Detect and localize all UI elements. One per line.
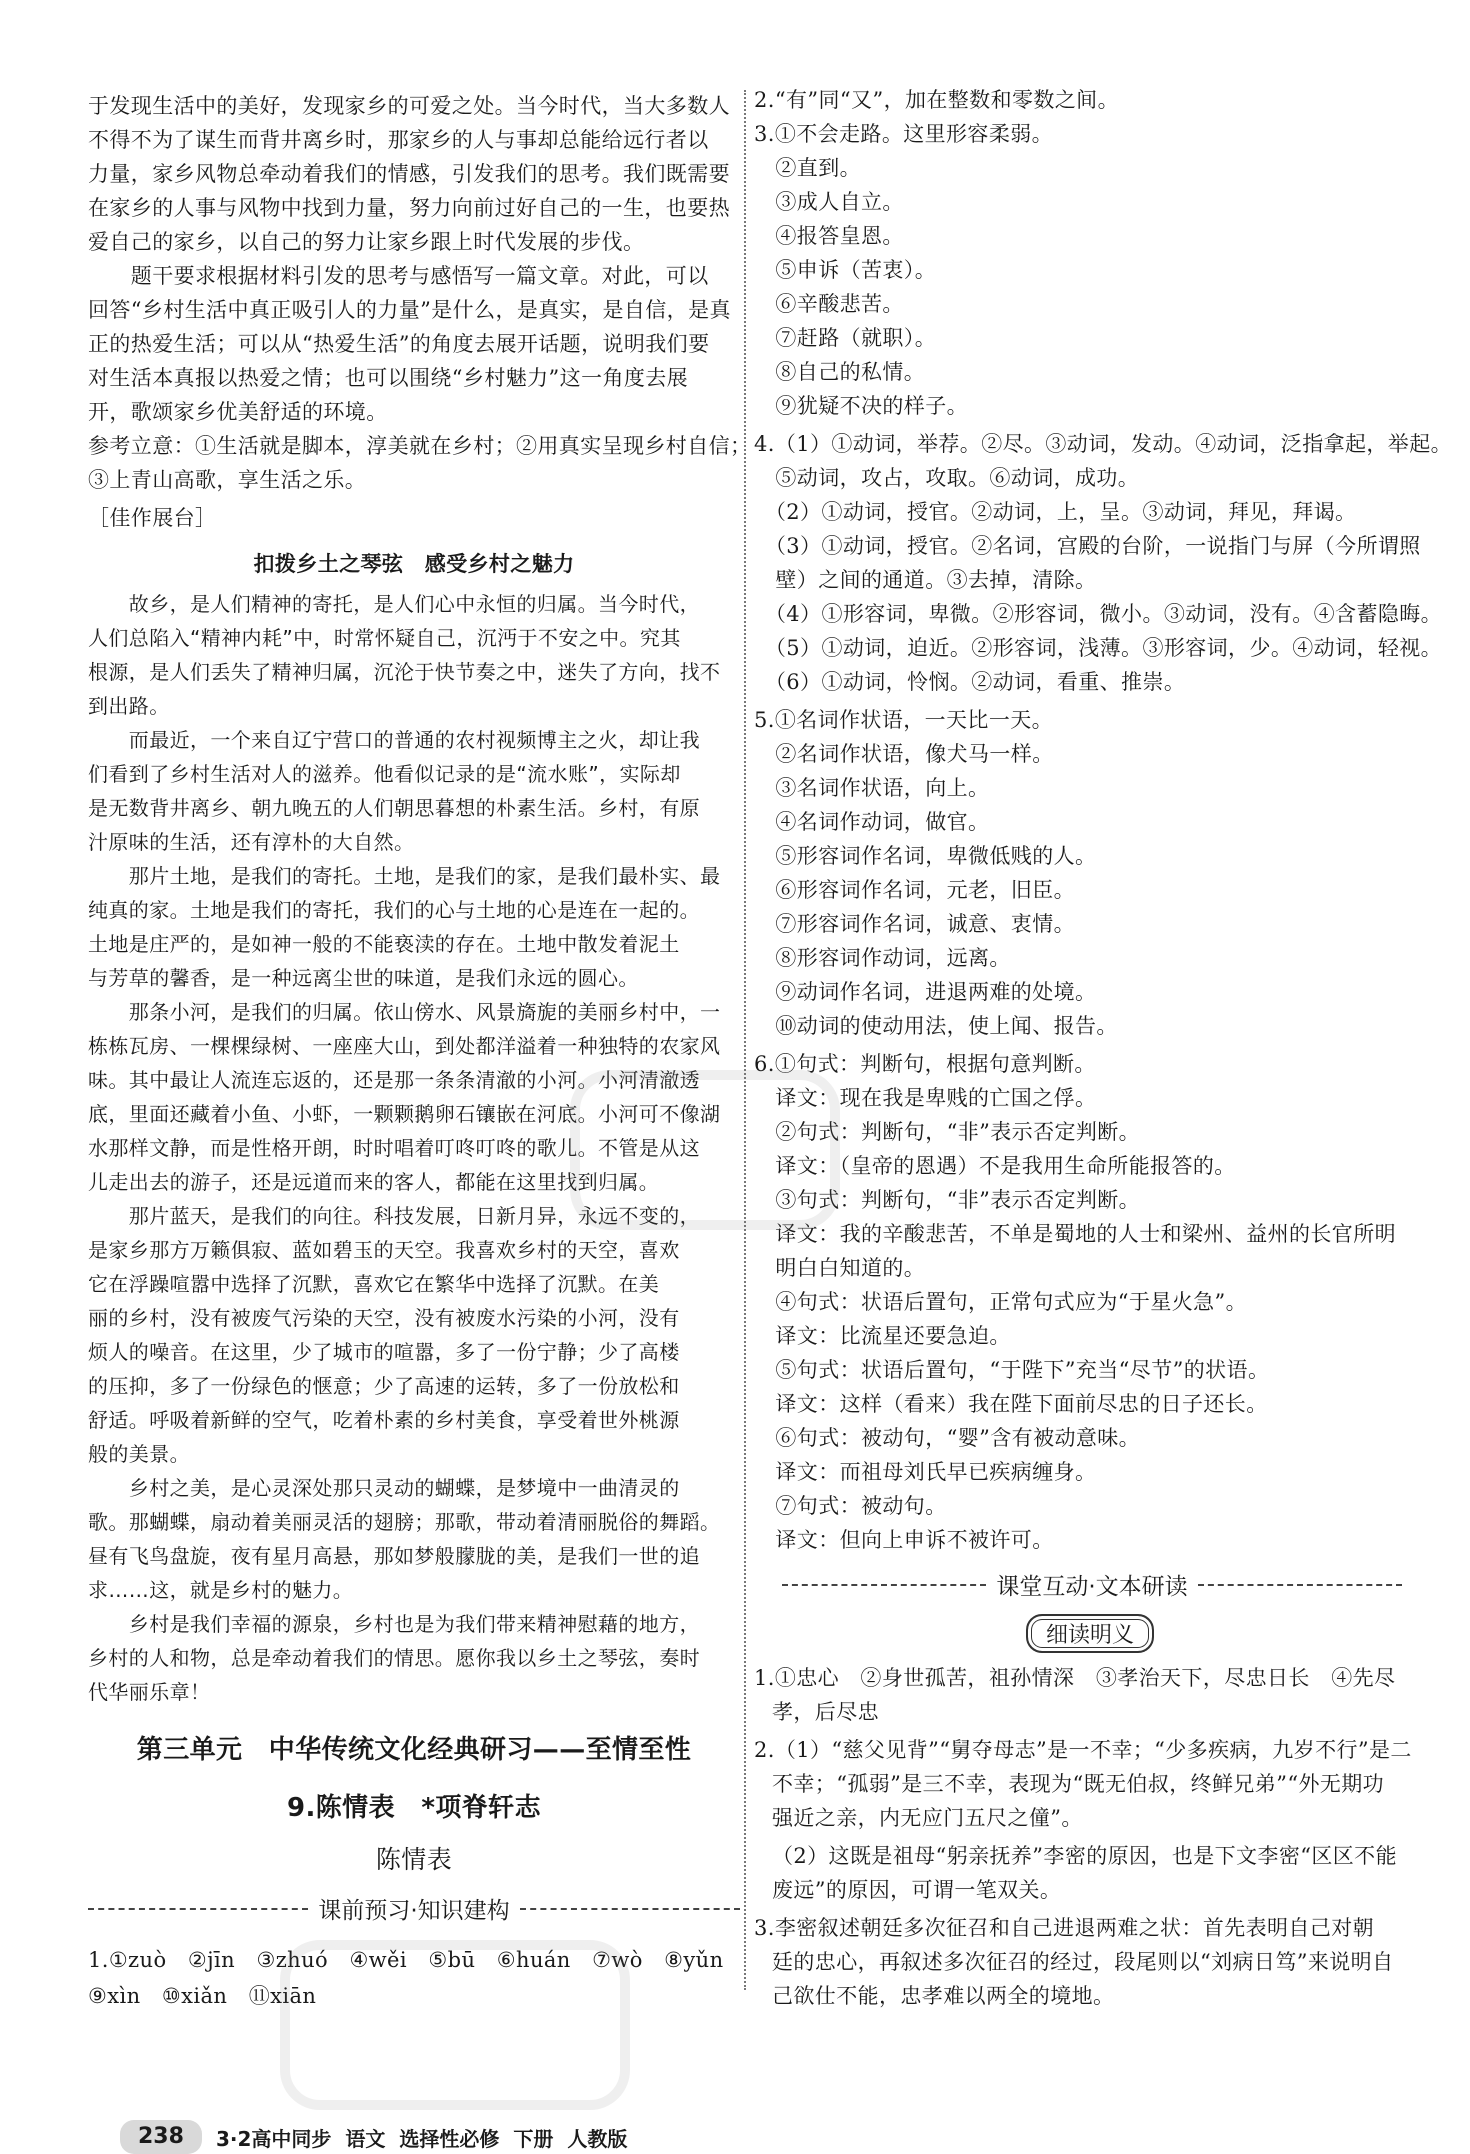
answer-line: ⑨动词作名词，进退两难的处境。 bbox=[754, 980, 1097, 1004]
showcase-label: ［佳作展台］ bbox=[88, 506, 217, 530]
pinyin-answers-line: 1.①zuò ②jīn ③zhuó ④wěi ⑤bū ⑥huán ⑦wò ⑧yǔn bbox=[88, 1948, 724, 1972]
answer-line: ②名词作状语，像犬马一样。 bbox=[754, 742, 1054, 766]
answer-line: ⑧自己的私情。 bbox=[754, 360, 926, 384]
answer-line: ⑥形容词作名词，元老，旧臣。 bbox=[754, 878, 1075, 902]
subject-name: 语文 bbox=[345, 2126, 386, 2151]
essay-line: 烦人的噪音。在这里，少了城市的喧嚣，多了一份宁静；少了高楼 bbox=[88, 1340, 680, 1364]
reading-answer-line: 廷的忠心，再叙述多次征召的经过，段尾则以“刘病日笃”来说明自 bbox=[772, 1950, 1394, 1974]
part-name: 下册 bbox=[513, 2126, 554, 2151]
answer-line: ④句式：状语后置句，正常句式应为“于星火急”。 bbox=[754, 1290, 1248, 1314]
text-line: 不得不为了谋生而背井离乡时，那家乡的人与事却总能给远行者以 bbox=[88, 128, 709, 152]
text-line: 力量，家乡风物总牵动着我们的情感，引发我们的思考。我们既需要 bbox=[88, 162, 730, 186]
pinyin-answers-line: ⑨xìn ⑩xiǎn ⑪xiān bbox=[88, 1984, 317, 2008]
essay-line: 们看到了乡村生活对人的滋养。他看似记录的是“流水账”，实际却 bbox=[88, 762, 681, 786]
preview-section-header bbox=[88, 1892, 740, 1925]
unit-title: 第三单元 中华传统文化经典研习——至情至性 bbox=[136, 1735, 692, 1765]
essay-line: 乡村是我们幸福的源泉，乡村也是为我们带来精神慰藉的地方， bbox=[88, 1612, 700, 1636]
answer-line: 5.①名词作状语，一天比一天。 bbox=[754, 708, 1054, 732]
reading-answer-line: 废远”的原因，可谓一笔双关。 bbox=[772, 1878, 1062, 1902]
answer-line: ④报答皇恩。 bbox=[754, 224, 904, 248]
essay-line: 底，里面还藏着小鱼、小虾，一颗颗鹅卵石镶嵌在河底。小河可不像湖 bbox=[88, 1102, 721, 1126]
answer-line: ⑤动词，攻占，攻取。⑥动词，成功。 bbox=[754, 466, 1140, 490]
answer-line: ②直到。 bbox=[754, 156, 861, 180]
header-rule bbox=[520, 1908, 740, 1910]
text-line: 于发现生活中的美好，发现家乡的可爱之处。当今时代，当大多数人 bbox=[88, 94, 730, 118]
answer-line: 译文：现在我是卑贱的亡国之俘。 bbox=[754, 1086, 1097, 1110]
text-line: 回答“乡村生活中真正吸引人的力量”是什么，是真实，是自信，是真 bbox=[88, 298, 731, 322]
essay-line: 丽的乡村，没有被废气污染的天空，没有被废水污染的小河，没有 bbox=[88, 1306, 680, 1330]
essay-line: 与芳草的馨香，是一种远离尘世的味道，是我们永远的圆心。 bbox=[88, 966, 639, 990]
essay-line: 人们总陷入“精神内耗”中，时常怀疑自己，沉沔于不安之中。究其 bbox=[88, 626, 681, 650]
essay-line: 根源，是人们丢失了精神归属，沉沦于快节奏之中，迷失了方向，找不 bbox=[88, 660, 721, 684]
answer-line: ⑤形容词作名词，卑微低贱的人。 bbox=[754, 844, 1097, 868]
text-line: 题干要求根据材料引发的思考与感悟写一篇文章。对此，可以 bbox=[88, 264, 709, 288]
reading-answer-line: 己欲仕不能，忠孝难以两全的境地。 bbox=[772, 1984, 1115, 2008]
edition-name: 人教版 bbox=[567, 2126, 628, 2151]
answer-line: ③成人自立。 bbox=[754, 190, 904, 214]
reading-answer-line: 2.（1）“慈父见背”“舅夺母志”是一不幸；“少多疾病，九岁不行”是二 bbox=[754, 1738, 1412, 1762]
essay-line: 歌。那蝴蝶，扇动着美丽灵活的翅膀；那歌，带动着清丽脱俗的舞蹈。 bbox=[88, 1510, 721, 1534]
essay-line: 它在浮躁喧嚣中选择了沉默，喜欢它在繁华中选择了沉默。在美 bbox=[88, 1272, 660, 1296]
reading-answer-line: 不幸；“孤弱”是三不幸，表现为“既无伯叔，终鲜兄弟”“外无期功 bbox=[772, 1772, 1385, 1796]
essay-line: 到出路。 bbox=[88, 694, 170, 718]
answer-line: 译文：而祖母刘氏早已疾病缠身。 bbox=[754, 1460, 1097, 1484]
answer-line: （4）①形容词，卑微。②形容词，微小。③动词，没有。④含蓄隐晦。 bbox=[754, 602, 1443, 626]
essay-line: 纯真的家。土地是我们的寄托，我们的心与土地的心是连在一起的。 bbox=[88, 898, 700, 922]
text-line: 爱自己的家乡，以自己的努力让家乡跟上时代发展的步伐。 bbox=[88, 230, 645, 254]
answer-line: ⑥句式：被动句，“婴”含有被动意味。 bbox=[754, 1426, 1141, 1450]
answer-line: 译文：我的辛酸悲苦，不单是蜀地的人士和梁州、益州的长官所明 bbox=[754, 1222, 1396, 1246]
answer-line: ⑤句式：状语后置句，“于陛下”充当“尽节”的状语。 bbox=[754, 1358, 1270, 1382]
answer-line: （3）①动词，授官。②名词，宫殿的台阶，一说指门与屏（今所谓照 bbox=[754, 534, 1421, 558]
page-number: 238 bbox=[120, 2120, 202, 2154]
answer-line: 6.①句式：判断句，根据句意判断。 bbox=[754, 1052, 1096, 1076]
essay-line: 水那样文静，而是性格开朗，时时唱着叮咚叮咚的歌儿。不管是从这 bbox=[88, 1136, 700, 1160]
reading-tag: 细读明义 bbox=[1026, 1614, 1154, 1653]
text-line: ③上青山高歌，享生活之乐。 bbox=[88, 468, 367, 492]
reading-answer-line: 强近之亲，内无应门五尺之僮”。 bbox=[772, 1806, 1083, 1830]
answer-line: 3.①不会走路。这里形容柔弱。 bbox=[754, 122, 1054, 146]
answer-line: ⑧形容词作动词，远离。 bbox=[754, 946, 1011, 970]
essay-line: 而最近，一个来自辽宁营口的普通的农村视频博主之火，却让我 bbox=[88, 728, 700, 752]
answer-line: ③名词作状语，向上。 bbox=[754, 776, 990, 800]
answer-line: ⑦形容词作名词，诚意、衷情。 bbox=[754, 912, 1075, 936]
essay-line: 故乡，是人们精神的寄托，是人们心中永恒的归属。当今时代， bbox=[88, 592, 700, 616]
answer-line: 译文：这样（看来）我在陛下面前尽忠的日子还长。 bbox=[754, 1392, 1268, 1416]
reading-answer-line: 1.①忠心 ②身世孤苦，祖孙情深 ③孝治天下，尽忠日长 ④先尽 bbox=[754, 1666, 1396, 1690]
essay-title: 扣拨乡土之琴弦 感受乡村之魅力 bbox=[253, 551, 575, 576]
essay-line: 代华丽乐章！ bbox=[88, 1680, 211, 1704]
answer-line: （2）①动词，授官。②动词，上，呈。③动词，拜见，拜谒。 bbox=[754, 500, 1357, 524]
text-line: 参考立意：①生活就是脚本，淳美就在乡村；②用真实呈现乡村自信； bbox=[88, 434, 752, 458]
essay-line: 般的美景。 bbox=[88, 1442, 190, 1466]
answer-line: （5）①动词，迫近。②形容词，浅薄。③形容词，少。④动词，轻视。 bbox=[754, 636, 1443, 660]
reading-answer-line: 孝，后尽忠 bbox=[772, 1700, 879, 1724]
essay-line: 土地是庄严的，是如神一般的不能亵渎的存在。土地中散发着泥土 bbox=[88, 932, 680, 956]
header-rule bbox=[1198, 1584, 1402, 1586]
answer-line: ⑦赶路（就职）。 bbox=[754, 326, 937, 350]
answer-line: 译文：比流星还要急迫。 bbox=[754, 1324, 1011, 1348]
essay-line: 乡村的人和物，总是牵动着我们的情思。愿你我以乡土之琴弦，奏时 bbox=[88, 1646, 700, 1670]
text-line: 对生活本真报以热爱之情；也可以围绕“乡村魅力”这一角度去展 bbox=[88, 366, 689, 390]
reading-answer-line: 3.李密叙述朝廷多次征召和自己进退两难之状：首先表明自己对朝 bbox=[754, 1916, 1375, 1940]
essay-line: 求……这，就是乡村的魅力。 bbox=[88, 1578, 354, 1602]
essay-line: 昼有飞鸟盘旋，夜有星月高悬，那如梦般朦胧的美，是我们一世的追 bbox=[88, 1544, 700, 1568]
essay-line: 是无数背井离乡、朝九晚五的人们朝思暮想的朴素生活。乡村，有原 bbox=[88, 796, 700, 820]
answer-line: 4.（1）①动词，举荐。②尽。③动词，发动。④动词，泛指拿起，举起。 bbox=[754, 432, 1452, 456]
essay-line: 的压抑，多了一份绿色的惬意；少了高速的运转，多了一份放松和 bbox=[88, 1374, 680, 1398]
answer-line: ④名词作动词，做官。 bbox=[754, 810, 990, 834]
reading-answer-line: （2）这既是祖母“躬亲抚养”李密的原因，也是下文李密“区区不能 bbox=[772, 1844, 1397, 1868]
text-line: 在家乡的人事与风物中找到力量，努力向前过好自己的一生，也要热 bbox=[88, 196, 730, 220]
series-name: 3·2高中同步 bbox=[215, 2126, 332, 2151]
answer-line: 译文：（皇帝的恩遇）不是我用生命所能报答的。 bbox=[754, 1154, 1236, 1178]
lesson-subtitle: 陈情表 bbox=[375, 1845, 453, 1874]
essay-line: 味。其中最让人流连忘返的，还是那一条条清澈的小河。小河清澈透 bbox=[88, 1068, 700, 1092]
answer-line: 壁）之间的通道。③去掉，清除。 bbox=[754, 568, 1097, 592]
preview-header-text: 课前预习·知识建构 bbox=[318, 1898, 510, 1924]
lesson-title: 9.陈情表 *项脊轩志 bbox=[287, 1793, 541, 1823]
interaction-header-text: 课堂互动·文本研读 bbox=[996, 1574, 1188, 1600]
essay-line: 那片土地，是我们的寄托。土地，是我们的家，是我们最朴实、最 bbox=[88, 864, 721, 888]
page-footer bbox=[120, 2120, 627, 2154]
answer-line: ⑨犹疑不决的样子。 bbox=[754, 394, 968, 418]
text-line: 正的热爱生活；可以从“热爱生活”的角度去展开话题，说明我们要 bbox=[88, 332, 710, 356]
answer-line: ⑩动词的使动用法，使上闻、报告。 bbox=[754, 1014, 1118, 1038]
answer-line: 2.“有”同“又”，加在整数和零数之间。 bbox=[754, 88, 1119, 112]
answer-line: 明白白知道的。 bbox=[754, 1256, 926, 1280]
essay-line: 是家乡那方万籁俱寂、蓝如碧玉的天空。我喜欢乡村的天空，喜欢 bbox=[88, 1238, 680, 1262]
volume-name: 选择性必修 bbox=[399, 2126, 500, 2151]
essay-line: 乡村之美，是心灵深处那只灵动的蝴蝶，是梦境中一曲清灵的 bbox=[88, 1476, 680, 1500]
answer-line: 译文：但向上申诉不被许可。 bbox=[754, 1528, 1054, 1552]
essay-line: 汁原味的生活，还有淳朴的大自然。 bbox=[88, 830, 415, 854]
answer-line: ③句式：判断句，“非”表示否定判断。 bbox=[754, 1188, 1141, 1212]
answer-line: ⑤申诉（苦衷）。 bbox=[754, 258, 937, 282]
answer-line: ⑦句式：被动句。 bbox=[754, 1494, 947, 1518]
interaction-section-header bbox=[782, 1568, 1402, 1601]
column-divider bbox=[744, 90, 746, 1990]
essay-line: 那片蓝天，是我们的向往。科技发展，日新月异，永远不变的， bbox=[88, 1204, 700, 1228]
essay-line: 那条小河，是我们的归属。依山傍水、风景旖旎的美丽乡村中，一 bbox=[88, 1000, 721, 1024]
answer-line: ②句式：判断句，“非”表示否定判断。 bbox=[754, 1120, 1141, 1144]
header-rule bbox=[88, 1908, 308, 1910]
essay-line: 栋栋瓦房、一棵棵绿树、一座座大山，到处都洋溢着一种独特的农家风 bbox=[88, 1034, 721, 1058]
essay-line: 舒适。呼吸着新鲜的空气，吃着朴素的乡村美食，享受着世外桃源 bbox=[88, 1408, 680, 1432]
header-rule bbox=[782, 1584, 986, 1586]
answer-line: ⑥辛酸悲苦。 bbox=[754, 292, 904, 316]
essay-line: 儿走出去的游子，还是远道而来的客人，都能在这里找到归属。 bbox=[88, 1170, 660, 1194]
text-line: 开，歌颂家乡优美舒适的环境。 bbox=[88, 400, 388, 424]
answer-line: （6）①动词，怜悯。②动词，看重、推崇。 bbox=[754, 670, 1186, 694]
